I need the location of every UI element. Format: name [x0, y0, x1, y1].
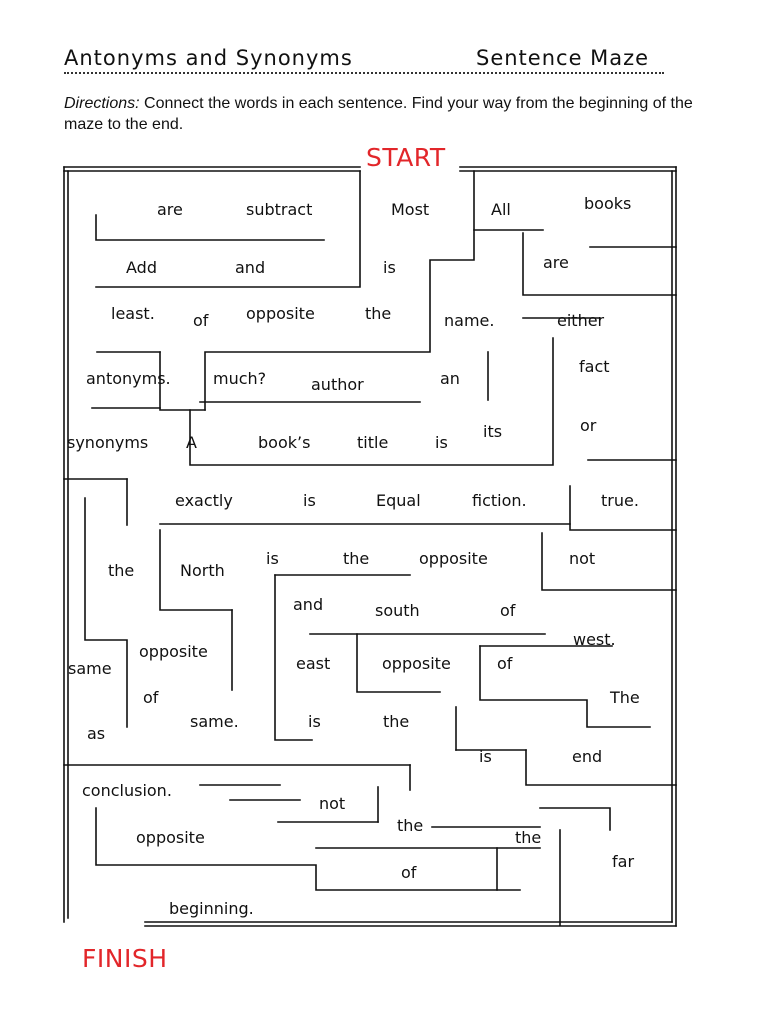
maze-word: is [308, 712, 321, 731]
maze-word: subtract [246, 200, 313, 219]
maze-word: beginning. [169, 899, 254, 918]
maze-word: North [180, 561, 225, 580]
maze-word: the [365, 304, 392, 323]
maze-word: same. [190, 712, 239, 731]
maze-word: is [435, 433, 448, 452]
maze-word: and [293, 595, 324, 614]
maze-word: Add [126, 258, 157, 277]
maze-word: either [557, 311, 605, 330]
maze-word: synonyms [67, 433, 149, 452]
maze-word: The [610, 688, 640, 707]
maze-word: conclusion. [82, 781, 172, 800]
start-label: START [366, 143, 446, 172]
maze-word: name. [444, 311, 495, 330]
maze-word: the [108, 561, 135, 580]
maze-word: of [193, 311, 209, 330]
maze-word: is [266, 549, 279, 568]
maze-word: east [296, 654, 331, 673]
directions-text: Connect the words in each sentence. Find your way from the beginning of the maze to the end. [64, 95, 693, 133]
maze-word: the [515, 828, 542, 847]
maze-word: not [569, 549, 596, 568]
maze-word: or [580, 416, 597, 435]
maze-word: A [186, 433, 197, 452]
maze-word: opposite [246, 304, 315, 323]
maze-word: is [479, 747, 492, 766]
worksheet-title: Antonyms and Synonyms [64, 46, 353, 70]
maze-word: the [343, 549, 370, 568]
maze-word: fact [579, 357, 610, 376]
maze-word: of [143, 688, 159, 707]
maze-word: much? [213, 369, 267, 388]
maze-word: books [584, 194, 632, 213]
maze-word: south [375, 601, 420, 620]
maze-word: of [500, 601, 516, 620]
maze-word: the [397, 816, 424, 835]
maze-word: opposite [419, 549, 488, 568]
maze-word: exactly [175, 491, 233, 510]
maze-word: author [311, 375, 364, 394]
worksheet-subtitle: Sentence Maze [476, 46, 650, 70]
maze-word: All [491, 200, 511, 219]
maze-word: Equal [376, 491, 421, 510]
maze-word: opposite [382, 654, 451, 673]
maze-word: least. [111, 304, 155, 323]
maze-word: same [68, 659, 112, 678]
directions-label: Directions: [64, 95, 140, 112]
maze-word: are [157, 200, 183, 219]
maze-word: of [497, 654, 513, 673]
maze-word: title [357, 433, 389, 452]
maze-word: and [235, 258, 266, 277]
maze-word: true. [601, 491, 639, 510]
maze-word: antonyms. [86, 369, 171, 388]
maze-word: opposite [136, 828, 205, 847]
maze-word: is [383, 258, 396, 277]
maze-word: end [572, 747, 603, 766]
maze-word: opposite [139, 642, 208, 661]
maze-word: of [401, 863, 417, 882]
maze-word: far [612, 852, 635, 871]
maze-word: west. [573, 630, 616, 649]
maze-word: fiction. [472, 491, 527, 510]
finish-label: FINISH [82, 944, 168, 973]
maze-word: not [319, 794, 346, 813]
maze-word: as [87, 724, 106, 743]
maze-word: Most [391, 200, 430, 219]
maze-word: its [483, 422, 503, 441]
maze-word: are [543, 253, 569, 272]
maze-word: an [440, 369, 460, 388]
maze-word: book’s [258, 433, 311, 452]
maze-word: the [383, 712, 410, 731]
maze-word: is [303, 491, 316, 510]
